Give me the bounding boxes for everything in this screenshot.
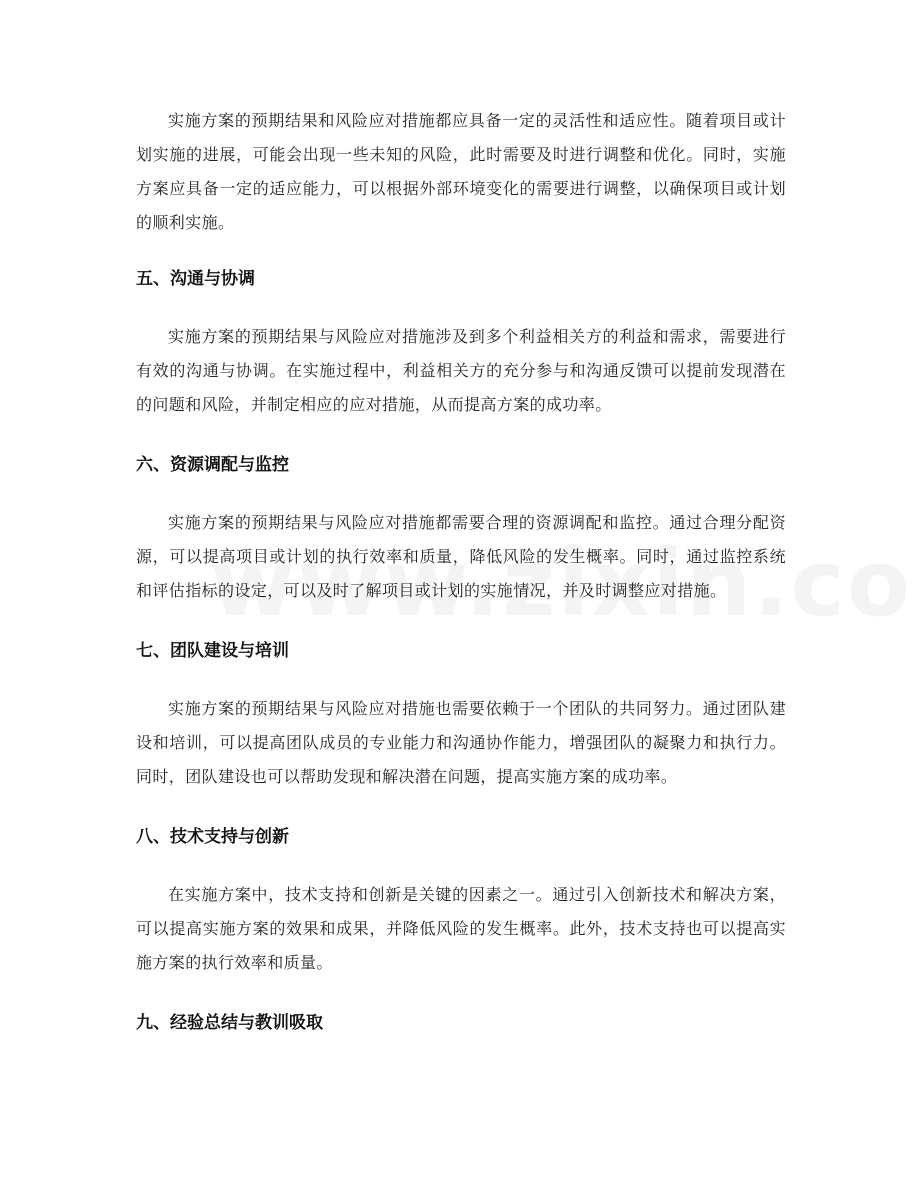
intro-paragraph: 实施方案的预期结果和风险应对措施都应具备一定的灵活性和适应性。随着项目或计划实施的进展，可能会出现一些未知的风险，此时需要及时进行调整和优化。同时，实施方案应具备一定的适应能力，可以根据外部环境变化的需要进行调整，以确保项目或计划的顺利实施。 — [136, 111, 786, 232]
section-heading-lessons: 九、经验总结与教训吸取 — [136, 1013, 323, 1033]
section-paragraph-resources: 实施方案的预期结果与风险应对措施都需要合理的资源调配和监控。通过合理分配资源，可以提高项目或计划的执行效率和质量，降低风险的发生概率。同时，通过监控系统和评估指标的设定，可以及时了解项目或计划的实施情况，并及时调整应对措施。 — [136, 513, 786, 600]
section-heading-communication: 五、沟通与协调 — [136, 269, 255, 289]
section-paragraph-technology: 在实施方案中，技术支持和创新是关键的因素之一。通过引入创新技术和解决方案，可以提高实施方案的效果和成果，并降低风险的发生概率。此外，技术支持也可以提高实施方案的执行效率和质量。 — [136, 885, 786, 972]
section-heading-resources: 六、资源调配与监控 — [136, 455, 289, 475]
section-heading-technology: 八、技术支持与创新 — [136, 827, 289, 847]
section-paragraph-team: 实施方案的预期结果与风险应对措施也需要依赖于一个团队的共同努力。通过团队建设和培训，可以提高团队成员的专业能力和沟通协作能力，增强团队的凝聚力和执行力。同时，团队建设也可以帮助发现和解决潜在问题，提高实施方案的成功率。 — [136, 699, 786, 786]
section-heading-team: 七、团队建设与培训 — [136, 641, 289, 661]
document-body — [136, 104, 786, 1036]
section-paragraph-communication: 实施方案的预期结果与风险应对措施涉及到多个利益相关方的利益和需求，需要进行有效的沟通与协调。在实施过程中，利益相关方的充分参与和沟通反馈可以提前发现潜在的问题和风险，并制定相应的应对措施，从而提高方案的成功率。 — [136, 327, 786, 414]
